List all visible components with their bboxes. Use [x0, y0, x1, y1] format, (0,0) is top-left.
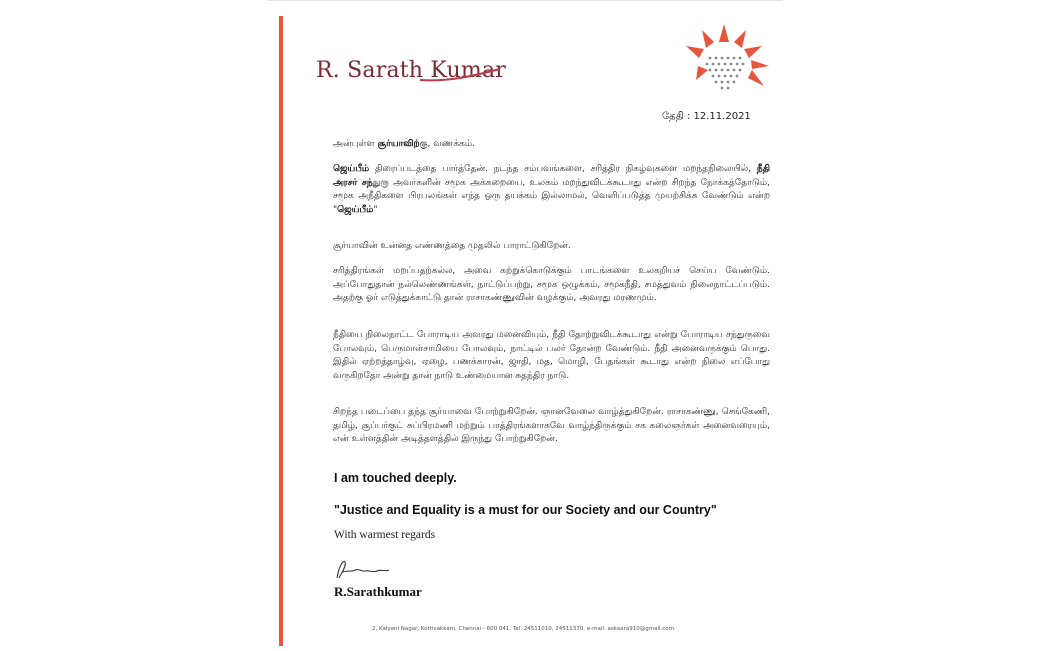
closing-regards: With warmest regards	[334, 529, 436, 541]
paragraph-3: சரித்திரங்கள் மறப்பதற்கல்ல, அவை கற்றுக்கொடுக்கும் பாடங்களை உலகறியச் செய்ய வேண்டும். அப்போதுதான் நல்லெண்ணங்கள், நாட்டுப்பற்று, சமூக ஒழுக்கம், சமூகநீதி, சமத்துவம் நிலைநாட்டப்படும். அதற்கு ஓர் எடுத்துக்காட்டு தான் ராசாகண்ணுவின் வழக்கும், அவரது மரணமும்.	[333, 266, 770, 304]
letterhead-name: R. Sarath Kumar	[316, 58, 506, 83]
sun-icon	[676, 22, 772, 106]
paragraph-1	[333, 163, 770, 217]
paragraph-4: நீதியை நிலைநாட்ட போராடிய அவரது மனைவியும், நீதி தோற்றுவிடக்கூடாது என்று போராடிய சந்துருவை போலவும், பெருமாள்சாமியை போலவும், நாட்டில் பலர் தோன்ற வேண்டும். நீதி அனைவருக்கும் பொது. இதில் ஏற்றத்தாழ்வு, ஏழை, பணக்காரன், ஜாதி, மத, மொழி, பேதங்கள் கூடாது என்ற நிலை எப்போது வருகிறதோ அன்று தான் நாடு உண்மையான சுதந்திர நாடு.	[333, 330, 770, 381]
paragraph-2: சூர்யாவின் உன்னத எண்ணத்தை முதலில் பாராட்டுகிறேன்.	[333, 241, 571, 251]
salutation-prefix: அன்புள்ள	[333, 139, 378, 149]
signature-scribble	[333, 556, 393, 582]
touched-line: I am touched deeply.	[334, 471, 457, 485]
justice-quote: "Justice and Equality is a must for our Society and our Country"	[334, 503, 717, 517]
swoosh-icon	[418, 66, 502, 84]
letterhead-accent-bar	[279, 16, 283, 646]
signer-name: R.Sarathkumar	[334, 584, 422, 599]
salutation-name: சூர்யாவிற்கு	[377, 139, 428, 149]
salutation-suffix: , வணக்கம்.	[427, 139, 475, 149]
justice-name: நீதி அரசர் சந்துரு	[333, 164, 770, 188]
film-title: ஜெய்பீம்	[333, 164, 370, 174]
paragraph-5: சிறந்த படைப்பை தந்த சூர்யாவை போற்றுகிறேன். ஞானவேலை வாழ்த்துகிறேன். ராசாகண்ணு, செங்கேணி, தமிழ், சூப்பர்குட் சுப்பிரமணி மற்றும் பாத்திரங்களாகவே வாழ்ந்திருக்கும் சக கலைஞர்கள் அனைவரையும், என் உள்ளத்தின் அடித்தளத்தில் இருந்து போற்றுகிறேன்.	[333, 407, 770, 445]
letterhead-footer: 2, Kalyani Nagar, Kottivakkam, Chennai - 600 041. Tel: 24511010, 24511370. e-mail: askaara910@gmail.com	[372, 626, 674, 632]
paragraph-1-text-c: "	[373, 204, 378, 215]
film-title-quote: ஜெய்பீம்	[337, 204, 374, 215]
paragraph-1-text-b: அவர்களின் சமூக அக்கறையை, உலகம் மறந்துவிடக்கூடாது என்ற சிறந்த நோக்கத்தோடும், சமூக அநீதிகளை பிரபலங்கள் எந்த ஒரு தயக்கம் இல்லாமல், வெளிப்படுத்த முயற்சிக்க வேண்டும் என்ற "	[333, 177, 771, 215]
letter-date: தேதி : 12.11.2021	[662, 111, 751, 122]
paragraph-1-text-a: திரைப்படத்தை பார்த்தேன். நடந்த சம்பவங்களை, சரித்திர நிகழ்வுகளை மறந்தநிலையில்,	[369, 164, 757, 174]
salutation	[333, 138, 770, 152]
